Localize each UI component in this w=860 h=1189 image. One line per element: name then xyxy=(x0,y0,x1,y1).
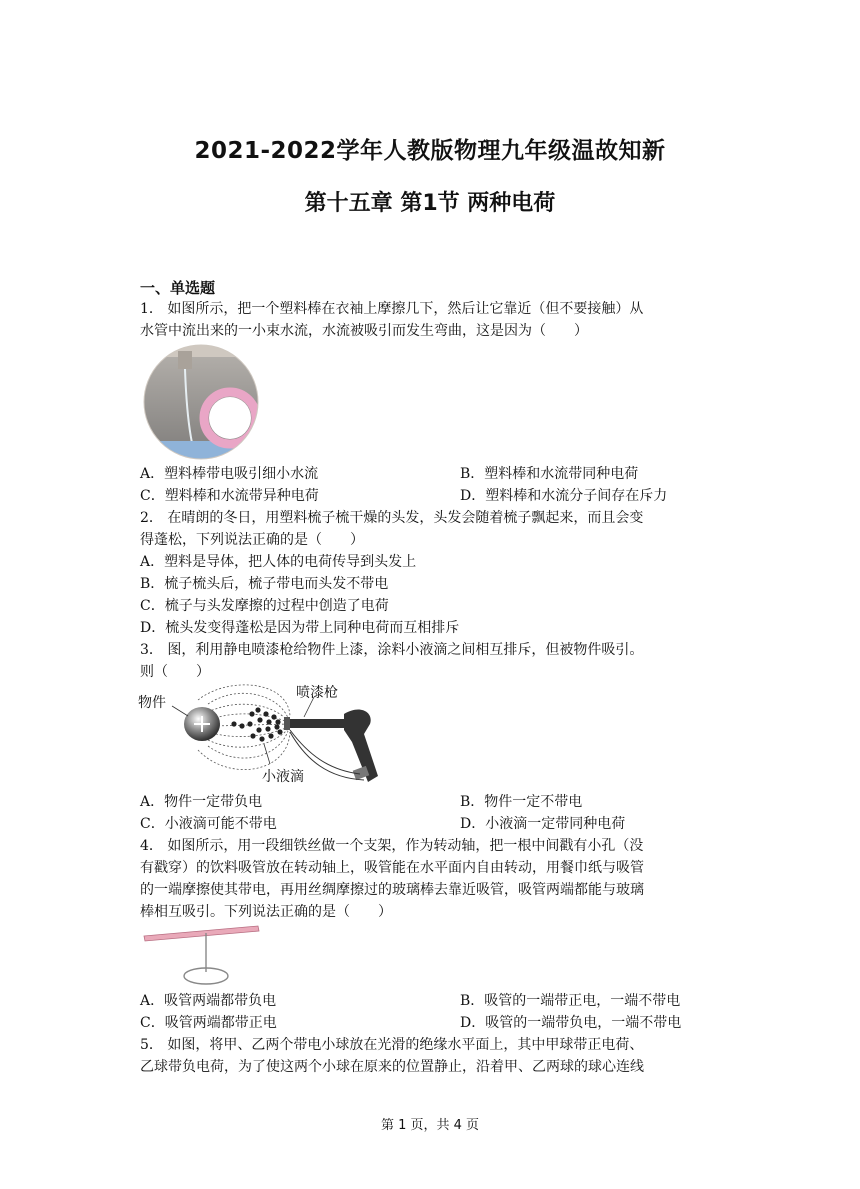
q4-figure-straw-stand xyxy=(140,916,265,988)
q2-option-c[interactable]: C．梳子与头发摩擦的过程中创造了电荷 xyxy=(140,598,389,614)
document-title: 2021-2022学年人教版物理九年级温故知新 xyxy=(194,138,666,164)
q4-option-b[interactable]: B．吸管的一端带正电，一端不带电 xyxy=(460,993,681,1009)
q2-option-d[interactable]: D．梳头发变得蓬松是因为带上同种电荷而互相排斥 xyxy=(140,620,460,636)
q2-stem-line-2: 得蓬松，下列说法正确的是（ ） xyxy=(140,532,364,548)
q4-option-a[interactable]: A．吸管两端都带负电 xyxy=(140,993,277,1009)
document-subtitle: 第十五章 第1节 两种电荷 xyxy=(304,191,556,216)
page-footer: 第 1 页，共 4 页 xyxy=(380,1118,480,1133)
q1-option-c[interactable]: C．塑料棒和水流带异种电荷 xyxy=(140,488,319,504)
q3-stem-line-2: 则（ ） xyxy=(140,664,210,680)
q4-option-d[interactable]: D．吸管的一端带负电，一端不带电 xyxy=(460,1015,682,1031)
q3-stem-line-1: 3． 图，利用静电喷漆枪给物件上漆，涂料小液滴之间相互排斥，但被物件吸引。 xyxy=(140,642,644,658)
q3-label-gun: 喷漆枪 xyxy=(296,685,338,701)
q1-stem-line-1: 1． 如图所示，把一个塑料棒在衣袖上摩擦几下，然后让它靠近（但不要接触）从 xyxy=(140,301,644,317)
q3-label-object: 物件 xyxy=(138,695,166,711)
q3-option-c[interactable]: C．小液滴可能不带电 xyxy=(140,816,277,832)
q2-option-a[interactable]: A．塑料是导体，把人体的电荷传导到头发上 xyxy=(140,554,417,570)
q4-stem-line-2: 有戳穿）的饮料吸管放在转动轴上，吸管能在水平面内自由转动，用餐巾纸与吸管 xyxy=(140,860,644,876)
q3-option-a[interactable]: A．物件一定带负电 xyxy=(140,794,263,810)
q3-figure-spray-gun xyxy=(138,684,388,790)
q1-figure-water-stream xyxy=(140,343,262,461)
q3-option-d[interactable]: D．小液滴一定带同种电荷 xyxy=(460,816,626,832)
q4-stem-line-1: 4． 如图所示，用一段细铁丝做一个支架，作为转动轴，把一根中间戳有小孔（没 xyxy=(140,838,644,854)
q1-option-a[interactable]: A．塑料棒带电吸引细小水流 xyxy=(140,466,319,482)
q2-stem-line-1: 2． 在晴朗的冬日，用塑料梳子梳干燥的头发，头发会随着梳子飘起来，而且会变 xyxy=(140,510,644,526)
section-heading: 一、单选题 xyxy=(140,279,216,297)
q4-stem-line-4: 棒相互吸引。下列说法正确的是（ ） xyxy=(140,904,392,920)
q4-stem-line-3: 的一端摩擦使其带电，再用丝绸摩擦过的玻璃棒去靠近吸管，吸管两端都能与玻璃 xyxy=(140,882,644,898)
q1-option-b[interactable]: B．塑料棒和水流带同种电荷 xyxy=(460,466,639,482)
q3-option-b[interactable]: B．物件一定不带电 xyxy=(460,794,583,810)
q1-stem-line-2: 水管中流出来的一小束水流，水流被吸引而发生弯曲，这是因为（ ） xyxy=(140,323,588,339)
q4-option-c[interactable]: C．吸管两端都带正电 xyxy=(140,1015,277,1031)
q5-stem-line-1: 5． 如图，将甲、乙两个带电小球放在光滑的绝缘水平面上，其中甲球带正电荷、 xyxy=(140,1037,644,1053)
q1-option-d[interactable]: D．塑料棒和水流分子间存在斥力 xyxy=(460,488,668,504)
q2-option-b[interactable]: B．梳子梳头后，梳子带电而头发不带电 xyxy=(140,576,389,592)
q3-label-droplet: 小液滴 xyxy=(262,769,304,785)
q5-stem-line-2: 乙球带负电荷，为了使这两个小球在原来的位置静止，沿着甲、乙两球的球心连线 xyxy=(140,1059,644,1075)
